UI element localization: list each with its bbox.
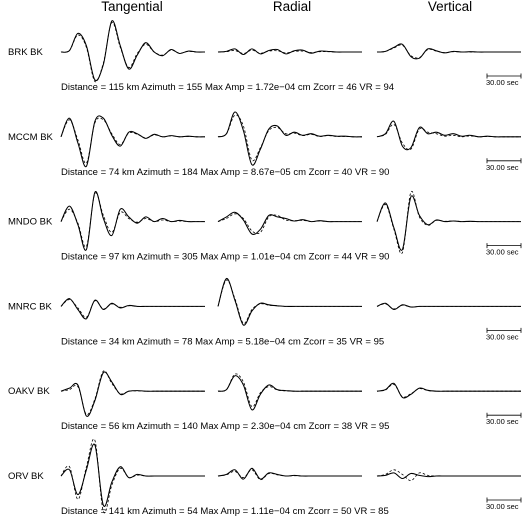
synthetic-trace-vertical	[377, 45, 521, 58]
scale-bar	[486, 328, 521, 342]
observed-trace-vertical	[377, 473, 521, 479]
observed-trace-tangential	[61, 191, 205, 250]
synthetic-trace-radial	[218, 214, 362, 234]
scale-bar	[486, 74, 521, 88]
observed-trace-tangential	[61, 372, 205, 416]
observed-trace-radial	[218, 49, 362, 55]
scale-bar-label: 30.00 sec	[486, 78, 519, 87]
scale-bar	[486, 243, 521, 257]
station-label: ORV BK	[8, 471, 44, 482]
observed-trace-tangential	[61, 21, 205, 81]
synthetic-trace-tangential	[61, 300, 205, 318]
scale-bar-label: 30.00 sec	[486, 162, 519, 172]
column-title-tangential: Tangential	[101, 0, 163, 14]
scale-bar	[486, 158, 521, 172]
observed-trace-radial	[218, 376, 362, 410]
station-info: Distance = 74 km Azimuth = 184 Max Amp = 8.67e−05 cm Zcorr = 40 VR = 90	[61, 166, 390, 178]
station-label: OAKV BK	[8, 386, 50, 398]
observed-trace-vertical	[377, 196, 521, 251]
observed-trace-tangential	[61, 444, 205, 506]
observed-trace-radial	[218, 468, 362, 479]
synthetic-trace-radial	[218, 115, 362, 161]
scale-bar-label: 30.00 sec	[486, 417, 519, 427]
station-info: Distance = 115 km Azimuth = 155 Max Amp = 1.72e−04 cm Zcorr = 46 VR = 94	[61, 82, 395, 93]
scale-bar-label: 30.00 sec	[486, 502, 519, 511]
observed-trace-radial	[218, 112, 362, 165]
synthetic-trace-tangential	[61, 118, 205, 164]
observed-trace-vertical	[377, 303, 521, 309]
station-info: Distance = 56 km Azimuth = 140 Max Amp = 2.30e−04 cm Zcorr = 38 VR = 95	[61, 421, 390, 433]
station-row-mccm	[8, 112, 521, 178]
observed-trace-vertical	[377, 44, 521, 59]
station-info: Distance = 97 km Azimuth = 305 Max Amp = 1.01e−04 cm Zcorr = 44 VR = 90	[61, 251, 390, 263]
station-rows	[8, 21, 521, 517]
observed-trace-vertical	[377, 383, 521, 398]
scale-bar-label: 30.00 sec	[486, 332, 519, 342]
column-title-vertical: Vertical	[427, 0, 473, 14]
observed-trace-radial	[218, 278, 362, 325]
scale-bar-label: 30.00 sec	[486, 247, 519, 257]
synthetic-trace-tangential	[61, 371, 205, 415]
station-row-mndo	[8, 191, 521, 262]
station-info: Distance = 141 km Azimuth = 54 Max Amp = 1.11e−04 cm Zcorr = 50 VR = 85	[61, 506, 389, 517]
column-titles	[101, 0, 472, 14]
observed-trace-radial	[218, 212, 362, 234]
synthetic-trace-vertical	[377, 470, 521, 481]
synthetic-trace-tangential	[61, 193, 205, 247]
station-row-orv	[8, 439, 521, 517]
station-label: BRK BK	[8, 47, 43, 58]
station-label: MNRC BK	[8, 301, 52, 313]
station-label: MNDO BK	[8, 216, 53, 228]
scale-bar	[486, 413, 521, 427]
station-info: Distance = 34 km Azimuth = 78 Max Amp = 5.18e−04 cm Zcorr = 35 VR = 95	[61, 336, 385, 348]
station-label: MCCM BK	[8, 131, 53, 143]
station-row-mnrc	[8, 278, 521, 347]
station-row-brk	[8, 21, 521, 93]
observed-trace-tangential	[61, 299, 205, 319]
station-row-oakv	[8, 371, 521, 432]
observed-trace-tangential	[61, 116, 205, 167]
scale-bar	[486, 498, 521, 512]
column-title-radial: Radial	[272, 0, 312, 14]
